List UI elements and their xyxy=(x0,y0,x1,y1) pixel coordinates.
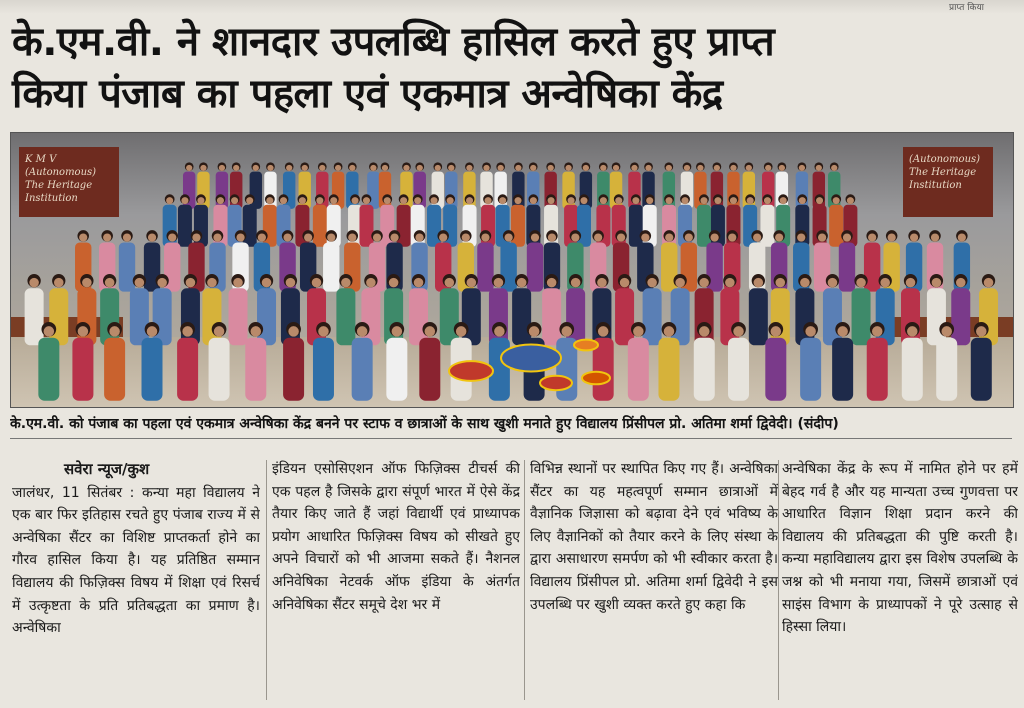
rangoli-decoration xyxy=(449,361,493,381)
article-text-3: विभिन्न स्थानों पर स्थापित किए गए हैं। अन्वेषिका सैंटर का यह महत्वपूर्ण सम्मान छात्राओं में वैज्ञानिक जिज्ञासा को बढ़ावा देने एवं भविष्य के लिए वैज्ञानिकों को तैयार करने के लिए संस्था के द्वारा असाधारण समर्पण को भी स्वीकार करता है। विद्यालय प्रिंसीपल प्रो. अतिमा शर्मा द्विवेदी ने इस उपलब्धि पर खुशी व्यक्त करते हुए कहा कि xyxy=(530,461,778,613)
caption-divider xyxy=(10,438,1012,439)
headline-line-1: के.एम.वी. ने शानदार उपलब्धि हासिल करते हुए प्राप्त xyxy=(12,19,775,65)
byline: सवेरा न्यूज/कुश xyxy=(64,460,150,478)
article-column-2 xyxy=(272,458,520,702)
article-text-1: जालंधर, 11 सितंबर : कन्या महा विद्यालय ने एक बार फिर इतिहास रचते हुए पंजाब राज्य में से अन्वेषिका सैंटर का विशिष्ट प्राप्तकर्ता होने का गौरव हासिल किया है। यह प्रतिष्ठित सम्मान विद्यालय की फिज़िक्स विषय में शिक्षा एवं रिसर्च में उत्कृष्टता के प्रति प्रतिबद्धता का प्रमाण है। अन्वेषिका xyxy=(12,484,260,637)
photo-caption: के.एम.वी. को पंजाब का पहला एवं एकमात्र अन्वेषिका केंद्र बनने पर स्टाफ व छात्राओं के साथ खुशी मनाते हुए विद्यालय प्रिंसीपल प्रो. अतिमा शर्मा द्विवेदी। (संदीप) xyxy=(10,416,839,432)
institution-banner-left: K M V (Autonomous) The Heritage Institution xyxy=(19,147,119,217)
rangoli-decoration xyxy=(582,372,610,385)
person-figure xyxy=(25,274,44,345)
article-column-4 xyxy=(782,458,1018,702)
headline-line-2: किया पंजाब का पहला एवं एकमात्र अन्वेषिका केंद्र xyxy=(12,71,723,117)
article-text-2: इंडियन एसोसिएशन ऑफ फिज़िक्स टीचर्स की एक पहल है जिसके द्वारा संपूर्ण भारत में ऐसे केंद्र तैयार किए जाते हैं जहां विद्यार्थी एवं प्राध्यापक प्रयोग आधारित फिज़िक्स विषय को सीखते हुए अपने विचारों को भी आजमा सकते हैं। नैशनल अनिवेषिका नेटवर्क ऑफ इंडिया के अंतर्गत अनिवेषिका सैंटर समूचे देश भर में xyxy=(272,461,520,613)
institution-banner-right: (Autonomous) The Heritage Institution xyxy=(903,147,993,217)
group-photo xyxy=(10,132,1014,408)
headline xyxy=(12,16,1012,120)
column-rule xyxy=(266,460,267,700)
column-rule xyxy=(524,460,525,700)
rangoli-decoration xyxy=(574,340,598,351)
page-top-strip xyxy=(0,0,1024,14)
article-column-1 xyxy=(12,458,260,702)
article-column-3 xyxy=(530,458,778,702)
top-strip-text: प्राप्त किया xyxy=(948,3,984,13)
rangoli-decoration xyxy=(501,345,561,372)
article-text-4: अन्वेषिका केंद्र के रूप में नामित होने पर हमें बेहद गर्व है और यह मान्यता उच्च गुणवत्ता पर आधारित विज्ञान शिक्षा प्रदान करने की विद्यालय की प्रतिबद्धता की पुष्टि करती है। कन्या महाविद्यालय द्वारा इस विशेष उपलब्धि के जश्न को भी मनाया गया, जिसमें छात्राओं एवं साइंस विभाग के प्राध्यापकों ने पूरे उत्साह से हिस्सा लिया। xyxy=(782,461,1018,636)
crowd-illustration xyxy=(11,133,1013,407)
column-rule xyxy=(778,460,779,700)
rangoli-decoration xyxy=(540,376,572,390)
person-figure xyxy=(119,230,135,292)
